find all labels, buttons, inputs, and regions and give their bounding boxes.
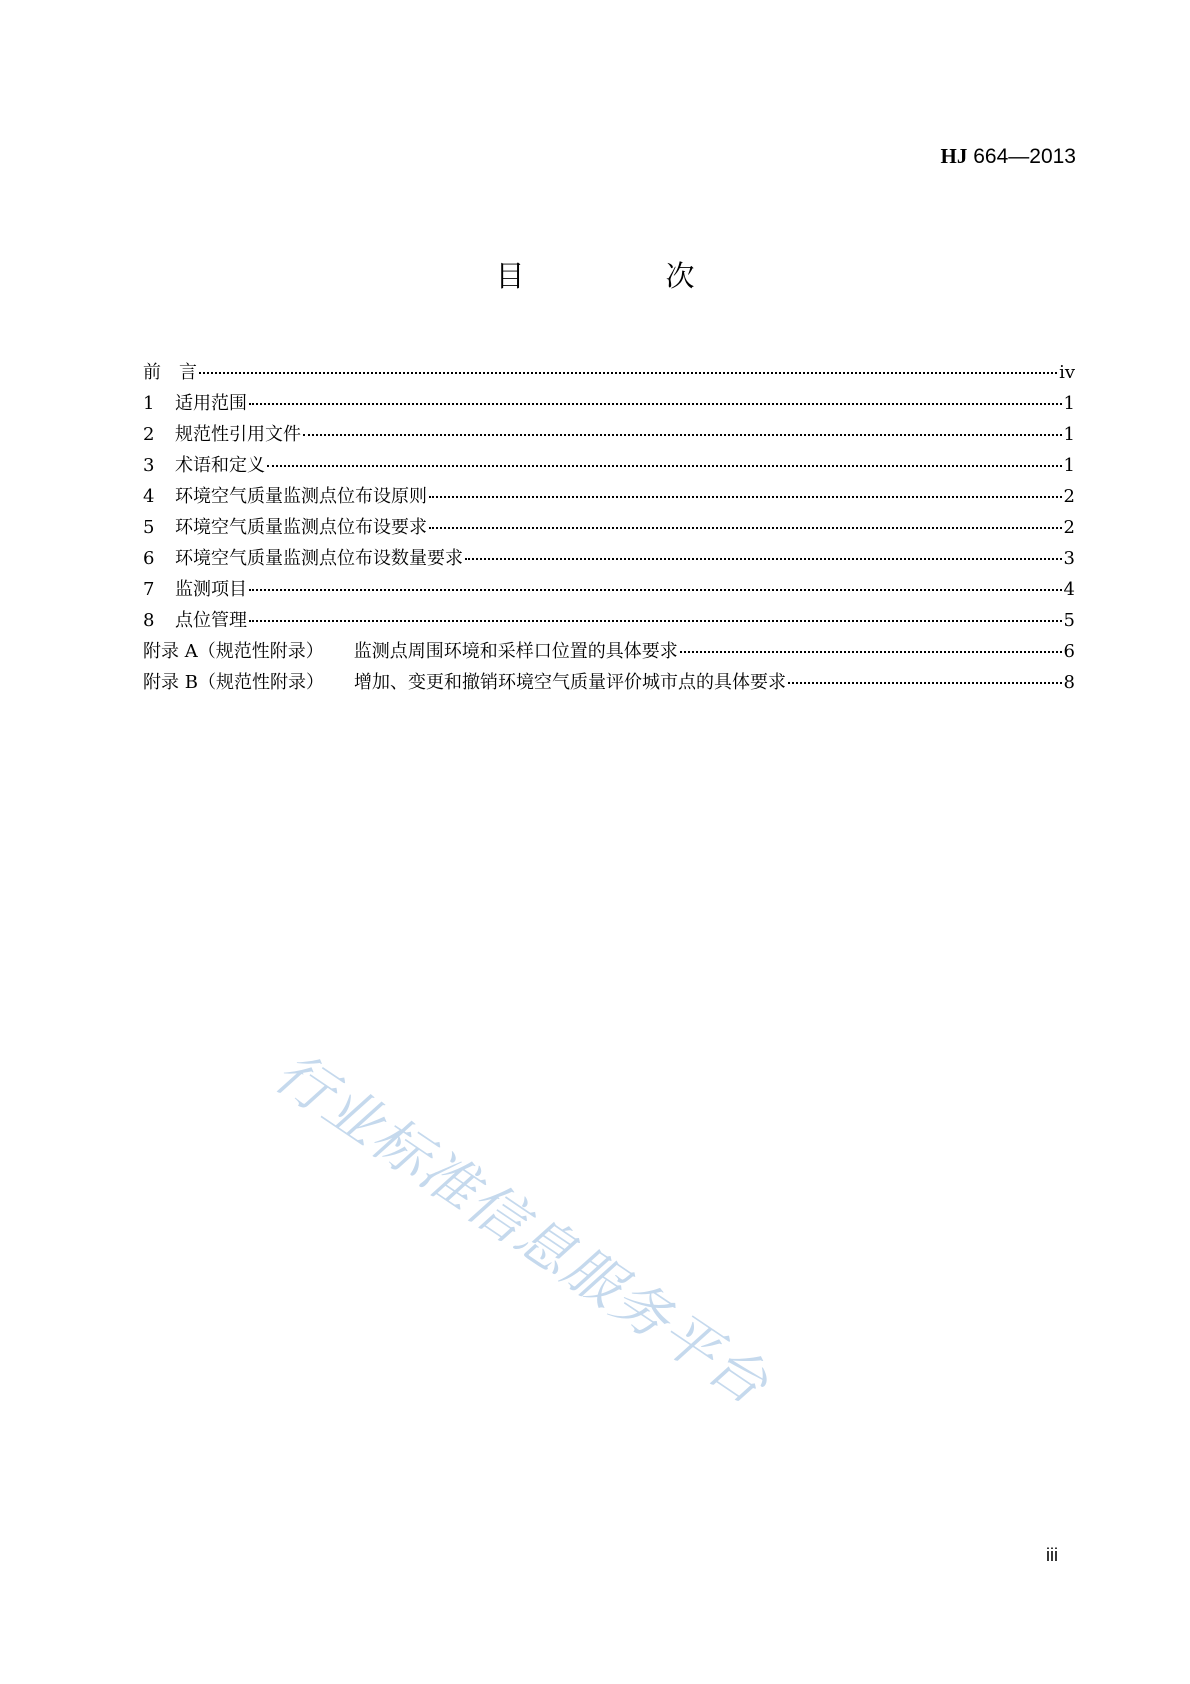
toc-entry-page: 1 (1063, 424, 1075, 445)
toc-entry-section-4[interactable] (143, 481, 1075, 512)
toc-entry-number: 5 (143, 517, 155, 538)
toc-annex-prefix: 附录 B（规范性附录） (143, 672, 324, 693)
toc-dot-leader (465, 558, 1062, 560)
toc-entry-label: 前 言 (143, 362, 197, 383)
toc-entry-section-6[interactable] (143, 543, 1075, 574)
toc-entry-number: 6 (143, 548, 155, 569)
toc-title: 目 次 (495, 259, 751, 293)
toc-entry-section-1[interactable] (143, 388, 1075, 419)
toc-entry-label: 适用范围 (175, 393, 247, 414)
toc-dot-leader (249, 620, 1062, 622)
watermark: 行业标准信息服务平台 (262, 1039, 781, 1419)
toc-entry-label: 环境空气质量监测点位布设原则 (175, 486, 427, 507)
toc-entry-number: 7 (143, 579, 155, 600)
standard-code-number: 664—2013 (973, 145, 1076, 168)
toc-entry-label: 规范性引用文件 (175, 424, 301, 445)
toc-entry-annex-b[interactable] (143, 667, 1075, 698)
toc-dot-leader (429, 527, 1062, 529)
toc-dot-leader (249, 589, 1062, 591)
toc-entry-label: 点位管理 (175, 610, 247, 631)
toc-entry-number: 4 (143, 486, 155, 507)
toc-entry-page: 3 (1063, 548, 1075, 569)
toc-entry-label: 监测项目 (175, 579, 247, 600)
toc-entry-page: 1 (1063, 455, 1075, 476)
toc-entry-label: 术语和定义 (175, 455, 265, 476)
toc-entry-label: 监测点周围环境和采样口位置的具体要求 (353, 641, 678, 662)
toc-annex-prefix: 附录 A（规范性附录） (143, 641, 324, 662)
toc-entry-label: 环境空气质量监测点位布设数量要求 (175, 548, 463, 569)
toc-dot-leader (429, 496, 1062, 498)
toc-entry-page: 1 (1063, 393, 1075, 414)
toc-entry-section-7[interactable] (143, 574, 1075, 605)
toc-entry-foreword[interactable] (143, 357, 1075, 388)
toc-entry-page: 5 (1063, 610, 1075, 631)
toc-entry-page: 2 (1063, 517, 1075, 538)
toc-dot-leader (267, 465, 1062, 467)
table-of-contents (143, 357, 1075, 698)
toc-dot-leader (680, 651, 1062, 653)
toc-dot-leader (249, 403, 1062, 405)
toc-entry-number: 1 (143, 393, 155, 414)
toc-entry-number: 8 (143, 610, 155, 631)
toc-entry-page: 4 (1063, 579, 1075, 600)
toc-entry-page: iv (1059, 362, 1075, 383)
toc-entry-page: 8 (1063, 672, 1075, 693)
toc-entry-section-2[interactable] (143, 419, 1075, 450)
toc-entry-page: 6 (1063, 641, 1075, 662)
toc-entry-annex-a[interactable] (143, 636, 1075, 667)
toc-entry-number: 2 (143, 424, 155, 445)
toc-entry-section-8[interactable] (143, 605, 1075, 636)
toc-entry-label: 增加、变更和撤销环境空气质量评价城市点的具体要求 (353, 672, 786, 693)
standard-code-prefix: HJ (940, 144, 968, 168)
page-number: iii (1046, 1545, 1058, 1565)
standard-code (941, 144, 1076, 169)
toc-entry-section-5[interactable] (143, 512, 1075, 543)
toc-entry-number: 3 (143, 455, 155, 476)
toc-dot-leader (788, 682, 1062, 684)
toc-dot-leader (199, 372, 1057, 374)
toc-dot-leader (303, 434, 1062, 436)
toc-entry-page: 2 (1063, 486, 1075, 507)
toc-entry-label: 环境空气质量监测点位布设要求 (175, 517, 427, 538)
toc-entry-section-3[interactable] (143, 450, 1075, 481)
